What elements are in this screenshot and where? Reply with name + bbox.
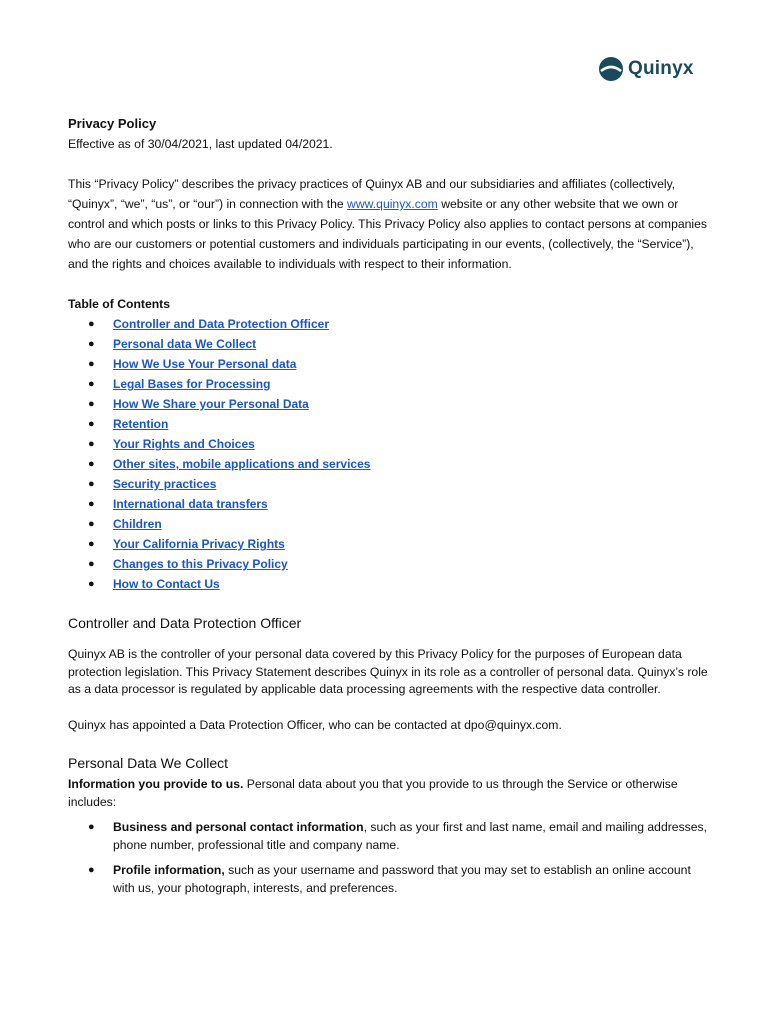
- table-of-contents: [68, 314, 708, 594]
- toc-link[interactable]: Changes to this Privacy Policy: [113, 557, 288, 571]
- toc-item: [68, 534, 708, 554]
- toc-item: [68, 394, 708, 414]
- bullet-icon: ●: [88, 538, 95, 550]
- bullet-icon: ●: [88, 318, 95, 330]
- collect-lead-bold: Information you provide to us.: [68, 777, 244, 791]
- dpo-paragraph: Quinyx has appointed a Data Protection Officer, who can be contacted at dpo@quinyx.com.: [68, 717, 562, 732]
- quinyx-website-link[interactable]: www.quinyx.com: [347, 197, 438, 211]
- toc-link[interactable]: International data transfers: [113, 497, 268, 511]
- toc-item: [68, 494, 708, 514]
- controller-paragraph: Quinyx AB is the controller of your personal data covered by this Privacy Policy for the purposes of European data protection legislation. This Privacy Statement describes Quinyx in its role as a controller of personal data. Quinyx’s role as a data processor is regulated by applicable data processing agreements with the respective data controller.: [68, 647, 708, 696]
- toc-heading: Table of Contents: [68, 297, 171, 311]
- bullet-icon: ●: [88, 864, 95, 876]
- toc-item: [68, 434, 708, 454]
- company-logo: [598, 56, 694, 82]
- list-item: [68, 819, 708, 854]
- toc-item: [68, 574, 708, 594]
- toc-link[interactable]: Controller and Data Protection Officer: [113, 317, 330, 331]
- toc-item: [68, 454, 708, 474]
- toc-link[interactable]: Legal Bases for Processing: [113, 377, 271, 391]
- toc-link[interactable]: How We Use Your Personal data: [113, 357, 297, 371]
- collect-heading: Personal Data We Collect: [68, 755, 229, 771]
- toc-link[interactable]: Your Rights and Choices: [113, 437, 255, 451]
- controller-heading: Controller and Data Protection Officer: [68, 615, 302, 631]
- bullet-icon: ●: [88, 578, 95, 590]
- quinyx-logo-icon: [598, 56, 624, 82]
- bullet-icon: ●: [88, 398, 95, 410]
- bullet-icon: ●: [88, 378, 95, 390]
- toc-item: [68, 514, 708, 534]
- toc-link[interactable]: Personal data We Collect: [113, 337, 257, 351]
- toc-item: [68, 554, 708, 574]
- toc-item: [68, 314, 708, 334]
- list-item: [68, 862, 708, 897]
- intro-text-1: This “Privacy Policy” describes the privacy practices of Quinyx AB and our subsidiaries and affiliates (collectively, “Quinyx”, “we”, “us”, or “our”) in connection with the: [68, 177, 676, 211]
- toc-link[interactable]: Retention: [113, 417, 169, 431]
- collect-lead-text: Personal data about you that you provide to us through the Service or otherwise includes:: [68, 777, 678, 809]
- document-body: [68, 114, 708, 905]
- bullet-icon: ●: [88, 498, 95, 510]
- list-item-text: , such as your first and last name, email and mailing addresses, phone number, professional title and company name.: [113, 820, 708, 852]
- effective-date: Effective as of 30/04/2021, last updated 04/2021.: [68, 137, 333, 151]
- bullet-icon: ●: [88, 558, 95, 570]
- toc-item: [68, 374, 708, 394]
- list-item-bold: Business and personal contact information: [113, 820, 364, 834]
- list-item-text: such as your username and password that you may set to establish an online account with us, your photograph, interests, and preferences.: [113, 863, 691, 895]
- bullet-icon: ●: [88, 418, 95, 430]
- toc-link[interactable]: How We Share your Personal Data: [113, 397, 309, 411]
- collect-lead-paragraph: [68, 776, 708, 811]
- logo-text: Quinyx: [628, 58, 694, 79]
- toc-item: [68, 474, 708, 494]
- bullet-icon: ●: [88, 458, 95, 470]
- toc-link[interactable]: Other sites, mobile applications and services: [113, 457, 371, 471]
- bullet-icon: ●: [88, 478, 95, 490]
- page-title: Privacy Policy: [68, 116, 157, 131]
- list-item-bold: Profile information,: [113, 863, 225, 877]
- bullet-icon: ●: [88, 518, 95, 530]
- toc-item: [68, 334, 708, 354]
- intro-text-2: website or any other website that we own or control and which posts or links to this Privacy Policy. This Privacy Policy also applies to contact persons at companies who are our customers or potential customers and individuals participating in our events, (collectively, the “Service”), and the rights and choices available to individuals with respect to their information.: [68, 197, 707, 271]
- bullet-icon: ●: [88, 438, 95, 450]
- toc-link[interactable]: Children: [113, 517, 162, 531]
- toc-item: [68, 354, 708, 374]
- collected-data-list: [68, 819, 708, 897]
- intro-paragraph: [68, 174, 708, 274]
- toc-link[interactable]: How to Contact Us: [113, 577, 220, 591]
- toc-item: [68, 414, 708, 434]
- toc-link[interactable]: Your California Privacy Rights: [113, 537, 285, 551]
- bullet-icon: ●: [88, 358, 95, 370]
- bullet-icon: ●: [88, 338, 95, 350]
- toc-link[interactable]: Security practices: [113, 477, 217, 491]
- bullet-icon: ●: [88, 821, 95, 833]
